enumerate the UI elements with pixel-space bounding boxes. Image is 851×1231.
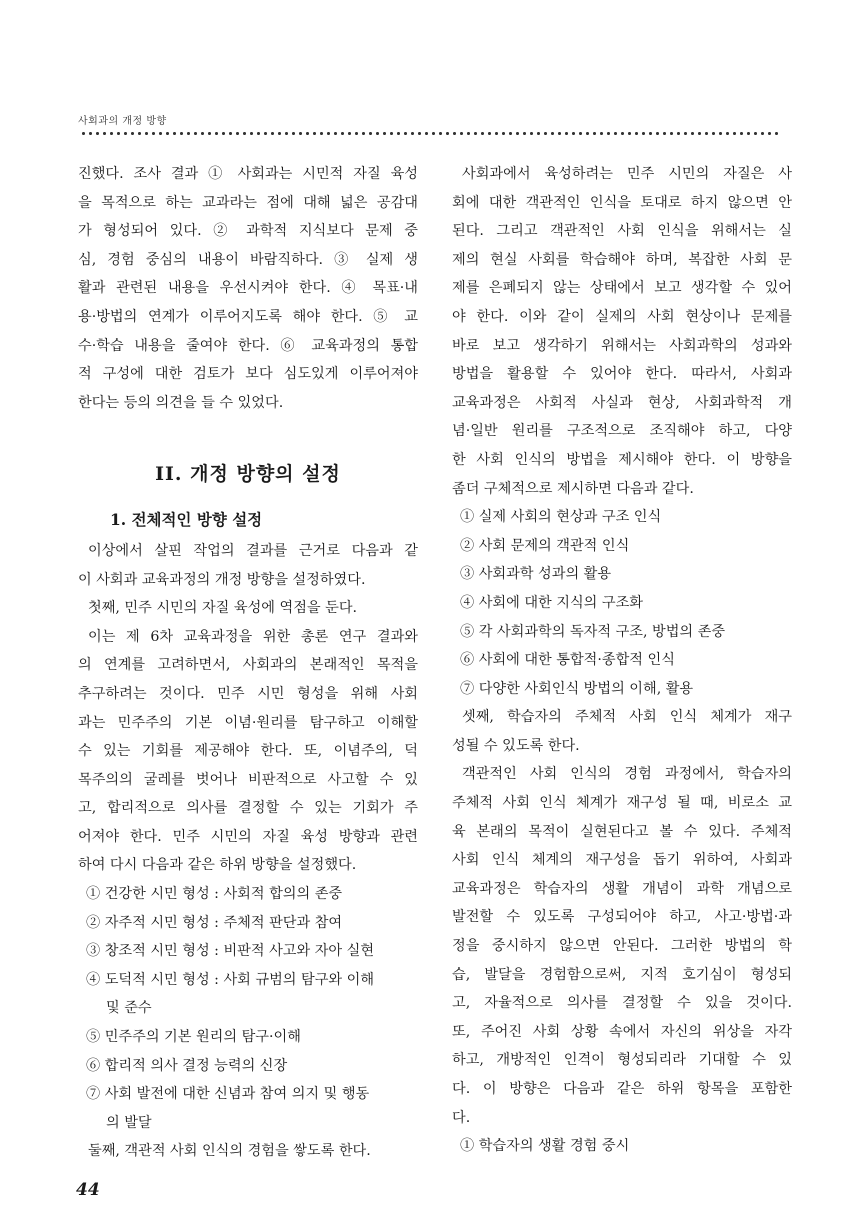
first-direction: 첫째, 민주 시민의 자질 육성에 역점을 둔다.	[88, 600, 358, 617]
list-item: ⑤ 각 사회과학의 독자적 구조, 방법의 존중	[460, 623, 726, 640]
text-line: 심, 경험 중심의 내용이 바람직하다. ③ 실제 생	[78, 251, 418, 268]
text-line: 진했다. 조사 결과 ① 사회과는 시민적 자질 육성	[78, 166, 418, 182]
text-line: 주체적 사회 인식 체계가 재구성 될 때, 비로소 교	[452, 795, 792, 812]
list-item: ⑦ 사회 발전에 대한 신념과 참여 의지 및 행동	[86, 1086, 370, 1103]
text-line: 추구하려는 것이다. 민주 시민 형성을 위해 사회	[78, 685, 418, 702]
paragraph	[452, 160, 792, 503]
text-line: 고, 합리적으로 의사를 결정할 수 있는 기회가 주	[78, 800, 418, 817]
text-line: 어져야 한다. 민주 시민의 자질 육성 방향과 관련	[78, 828, 418, 845]
list-item: ② 사회 문제의 객관적 인식	[460, 537, 630, 554]
paragraph	[78, 537, 418, 594]
text-line: 목주의의 굴레를 벗어나 비판적으로 사고할 수 있	[78, 771, 418, 788]
text-line: 된다. 그리고 객관적인 사회 인식을 위해서는 실	[452, 223, 792, 240]
list-item: ④ 도덕적 시민 형성 : 사회 규범의 탐구와 이해	[86, 971, 375, 988]
text-line: 수·학습 내용을 줄여야 한다. ⑥ 교육과정의 통합	[78, 337, 418, 354]
dotted-rule	[80, 130, 780, 137]
text-line: 념·일반 원리를 구조적으로 조직해야 하고, 다양	[452, 423, 792, 440]
list-item: ① 실제 사회의 현상과 구조 인식	[460, 509, 662, 526]
text-line: 정을 중시하지 않으면 안된다. 그러한 방법의 학	[452, 938, 792, 955]
paragraph	[452, 760, 792, 1132]
text-line: 의 연계를 고려하면서, 사회과의 본래적인 목적을	[78, 657, 418, 674]
text-line: 좀더 구체적으로 제시하면 다음과 같다.	[452, 480, 694, 497]
text-line: 객관적인 사회 인식의 경험 과정에서, 학습자의	[462, 766, 792, 783]
list-item-continued: 의 발달	[106, 1114, 152, 1131]
text-line: 발전할 수 있도록 구성되어야 하고, 사고·방법·과	[452, 909, 792, 926]
text-line: 활과 관련된 내용을 우선시켜야 한다. ④ 목표·내	[78, 280, 418, 297]
text-line: 이는 제 6차 교육과정을 위한 총론 연구 결과와	[88, 628, 418, 645]
second-direction: 둘째, 객관적 사회 인식의 경험을 쌓도록 한다.	[88, 1143, 371, 1160]
text-line: 이 사회과 교육과정의 개정 방향을 설정하였다.	[78, 571, 366, 588]
text-line: 한다는 등의 의견을 들 수 있었다.	[78, 394, 284, 411]
text-line: 하고, 개방적인 인격이 형성되리라 기대할 수 있	[452, 1052, 792, 1069]
text-line: 가 형성되어 있다. ② 과학적 지식보다 문제 중	[78, 223, 418, 240]
subsection-title: 1. 전체적인 방향 설정	[110, 509, 263, 529]
list-item: ⑥ 사회에 대한 통합적·종합적 인식	[460, 652, 675, 669]
section-title: II. 개정 방향의 설정	[155, 462, 341, 485]
list-item: ② 자주적 시민 형성 : 주체적 판단과 참여	[86, 914, 343, 931]
list-item: ⑦ 다양한 사회인식 방법의 이해, 활용	[460, 680, 694, 697]
text-line: 바로 보고 생각하기 위해서는 사회과학의 성과와	[452, 337, 792, 354]
list-item-continued: 및 준수	[106, 1000, 152, 1017]
list-item: ④ 사회에 대한 지식의 구조화	[460, 594, 643, 611]
list-item: ⑥ 합리적 의사 결정 능력의 신장	[86, 1057, 288, 1074]
paragraph	[78, 160, 418, 417]
text-line: 제를 은폐되지 않는 상태에서 보고 생각할 수 있어	[452, 280, 792, 297]
text-line: 제의 현실 사회를 학습해야 하며, 복잡한 사회 문	[452, 251, 792, 268]
text-line: 또, 주어진 사회 상황 속에서 자신의 위상을 자각	[452, 1023, 792, 1040]
list-item: ① 건강한 시민 형성 : 사회적 합의의 존중	[86, 886, 343, 903]
text-line: 사회 인식 체계의 재구성을 돕기 위하여, 사회과	[452, 852, 792, 869]
text-line: 다. 이 방향은 다음과 같은 하위 항목을 포함한	[452, 1081, 792, 1097]
text-line: 셋째, 학습자의 주체적 사회 인식 체계가 재구	[462, 709, 792, 726]
text-line: 사회과에서 육성하려는 민주 시민의 자질은 사	[462, 166, 792, 182]
text-line: 과는 민주주의 기본 이념·원리를 탐구하고 이해할	[78, 714, 418, 731]
text-line: 이상에서 살핀 작업의 결과를 근거로 다음과 같	[88, 542, 418, 559]
text-line: 방법을 활용할 수 있어야 한다. 따라서, 사회과	[452, 366, 792, 383]
text-line: 육 본래의 목적이 실현된다고 볼 수 있다. 주체적	[452, 823, 792, 840]
left-column	[78, 160, 418, 1166]
text-line: 성될 수 있도록 한다.	[452, 737, 580, 754]
text-line: 하여 다시 다음과 같은 하위 방향을 설정했다.	[78, 857, 357, 874]
text-line: 교육과정은 사회적 사실과 현상, 사회과학적 개	[452, 394, 792, 411]
list-item: ③ 사회과학 성과의 활용	[460, 566, 612, 583]
third-direction	[452, 703, 792, 760]
text-line: 다.	[452, 1109, 471, 1126]
right-column	[452, 160, 792, 1161]
list-item: ⑤ 민주주의 기본 원리의 탐구·이해	[86, 1029, 301, 1046]
page-number: 44	[76, 1180, 100, 1200]
list-item: ① 학습자의 생활 경험 중시	[460, 1138, 630, 1155]
text-line: 교육과정은 학습자의 생활 개념이 과학 개념으로	[452, 880, 792, 897]
text-line: 을 목적으로 하는 교과라는 점에 대해 넓은 공감대	[78, 194, 418, 211]
spacer	[78, 417, 418, 446]
text-line: 적 구성에 대한 검토가 보다 심도있게 이루어져야	[78, 366, 418, 383]
list-item: ③ 창조적 시민 형성 : 비판적 사고와 자아 실현	[86, 943, 375, 960]
text-line: 회에 대한 객관적인 인식을 토대로 하지 않으면 안	[452, 194, 792, 211]
text-line: 야 한다. 이와 같이 실제의 사회 현상이나 문제를	[452, 308, 792, 325]
running-head: 사회과의 개정 방향	[78, 116, 167, 127]
paragraph	[78, 623, 418, 880]
text-line: 수 있는 기회를 제공해야 한다. 또, 이념주의, 덕	[78, 743, 418, 760]
direction-list	[452, 503, 792, 703]
direction-list	[78, 880, 418, 1137]
text-line: 한 사회 인식의 방법을 제시해야 한다. 이 방향을	[452, 451, 792, 468]
text-line: 습, 발달을 경험함으로써, 지적 호기심이 형성되	[452, 966, 792, 983]
text-line: 고, 자율적으로 의사를 결정할 수 있을 것이다.	[452, 995, 792, 1012]
text-line: 용·방법의 연계가 이루어지도록 해야 한다. ⑤ 교	[78, 308, 418, 325]
